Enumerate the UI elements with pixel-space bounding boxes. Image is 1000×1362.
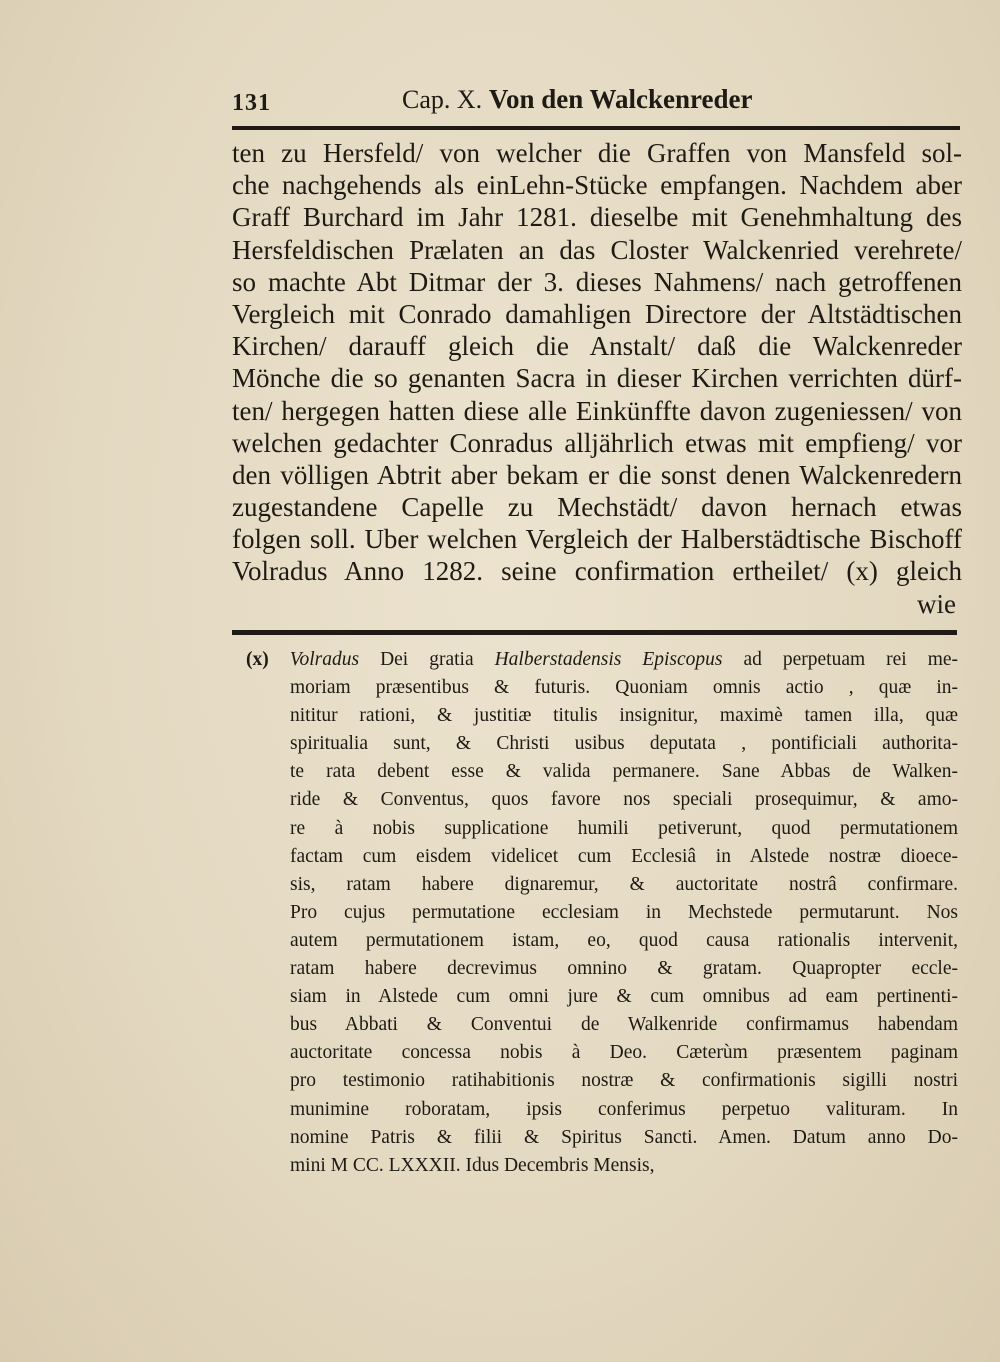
footnote-see: Halberstadensis Episcopus <box>494 649 723 670</box>
footnote-line: factam cum eisdem videlicet cum Ecclesiâ in Alstede nostræ dioece- <box>290 845 958 867</box>
footnote-line: te rata debent esse & valida permanere. Sane Abbas de Walken- <box>290 761 958 783</box>
text-line: folgen soll. Uber welchen Vergleich der Halberstädtische Bischoff <box>232 524 962 555</box>
footnote-line: siam in Alstede cum omni jure & cum omnibus ad eam pertinenti- <box>290 986 958 1008</box>
footnote-line: nititur rationi, & justitiæ titulis insignitur, maximè tamen illa, quæ <box>290 705 958 727</box>
footnote-line: munimine roboratam, ipsis conferimus perpetuo valituram. In <box>290 1098 958 1120</box>
footnote-block <box>246 646 958 1180</box>
text-line: che nachgehends als einLehn-Stücke empfangen. Nachdem aber <box>232 170 962 201</box>
text-line: Volradus Anno 1282. seine confirmation ertheilet/ (x) gleich <box>232 556 962 587</box>
main-text-block <box>232 137 962 620</box>
footnote-line: ride & Conventus, quos favore nos speciali prosequimur, & amo- <box>290 789 958 811</box>
header-rule <box>232 126 960 130</box>
footnote-line: nomine Patris & filii & Spiritus Sancti. Amen. Datum anno Do- <box>290 1126 958 1148</box>
footnote-line: bus Abbati & Conventui de Walkenride confirmamus habendam <box>290 1014 958 1036</box>
text-line: ten/ hergegen hatten diese alle Einkünffte davon zugeniessen/ von <box>232 395 962 426</box>
text-line: Hersfeldischen Prælaten an das Closter Walckenried verehrete/ <box>232 234 962 265</box>
text-line: ten zu Hersfeld/ von welcher die Graffen von Mansfeld sol- <box>232 138 962 168</box>
footnote-line: re à nobis supplicatione humili petiverunt, quod permutationem <box>290 817 958 839</box>
footnote-line: sis, ratam habere dignaremur, & auctoritate nostrâ confirmare. <box>290 873 958 895</box>
text-line: Mönche die so genanten Sacra in dieser Kirchen verrichten dürf- <box>232 363 962 394</box>
text-line: Kirchen/ darauff gleich die Anstalt/ daß die Walckenreder <box>232 331 962 362</box>
footnote-bishop-name: Volradus <box>289 649 360 670</box>
footnote-line: spiritualia sunt, & Christi usibus deputata , pontificiali authorita- <box>290 733 958 755</box>
footnote-text: ad perpetuam rei me- <box>722 649 959 670</box>
header-title: Von den Walckenreder <box>488 84 753 114</box>
page-number: 131 <box>232 90 271 116</box>
text-line: Vergleich mit Conrado damahligen Directore der Altstädtischen <box>232 298 962 329</box>
text-line: den völligen Abtrit aber bekam er die sonst denen Walckenredern <box>232 459 962 490</box>
footnote-line: Pro cujus permutatione ecclesiam in Mechstede permutarunt. Nos <box>290 901 958 923</box>
catchword: wie <box>917 588 956 619</box>
footnote-first-line <box>246 646 958 674</box>
chapter-label: Cap. X. <box>402 85 483 114</box>
text-line: welchen gedachter Conradus alljährlich etwas mit empfieng/ vor <box>232 427 962 458</box>
footnote-separator-rule <box>232 630 957 635</box>
footnote-line: mini M CC. LXXXII. Idus Decembris Mensis, <box>290 1154 655 1176</box>
footnote-line: autem permutationem istam, eo, quod causa rationalis intervenit, <box>290 929 958 951</box>
running-title <box>402 84 752 115</box>
footnote-line: pro testimonio ratihabitionis nostræ & confirmationis sigilli nostri <box>290 1070 958 1092</box>
footnote-line: ratam habere decrevimus omnino & gratam. Quapropter eccle- <box>290 958 958 980</box>
footnote-marker: (x) <box>246 649 269 670</box>
footnote-line: moriam præsentibus & futuris. Quoniam omnis actio , quæ in- <box>290 677 958 699</box>
footnote-text: Dei gratia <box>359 649 495 670</box>
footnote-line: auctoritate concessa nobis à Deo. Cæterùm præsentem paginam <box>290 1042 958 1064</box>
page-header <box>232 84 960 124</box>
text-line: zugestandene Capelle zu Mechstädt/ davon hernach etwas <box>232 492 962 523</box>
text-line: Graff Burchard im Jahr 1281. dieselbe mit Genehmhaltung des <box>232 202 962 233</box>
text-line: so machte Abt Ditmar der 3. dieses Nahmens/ nach getroffenen <box>232 266 962 297</box>
